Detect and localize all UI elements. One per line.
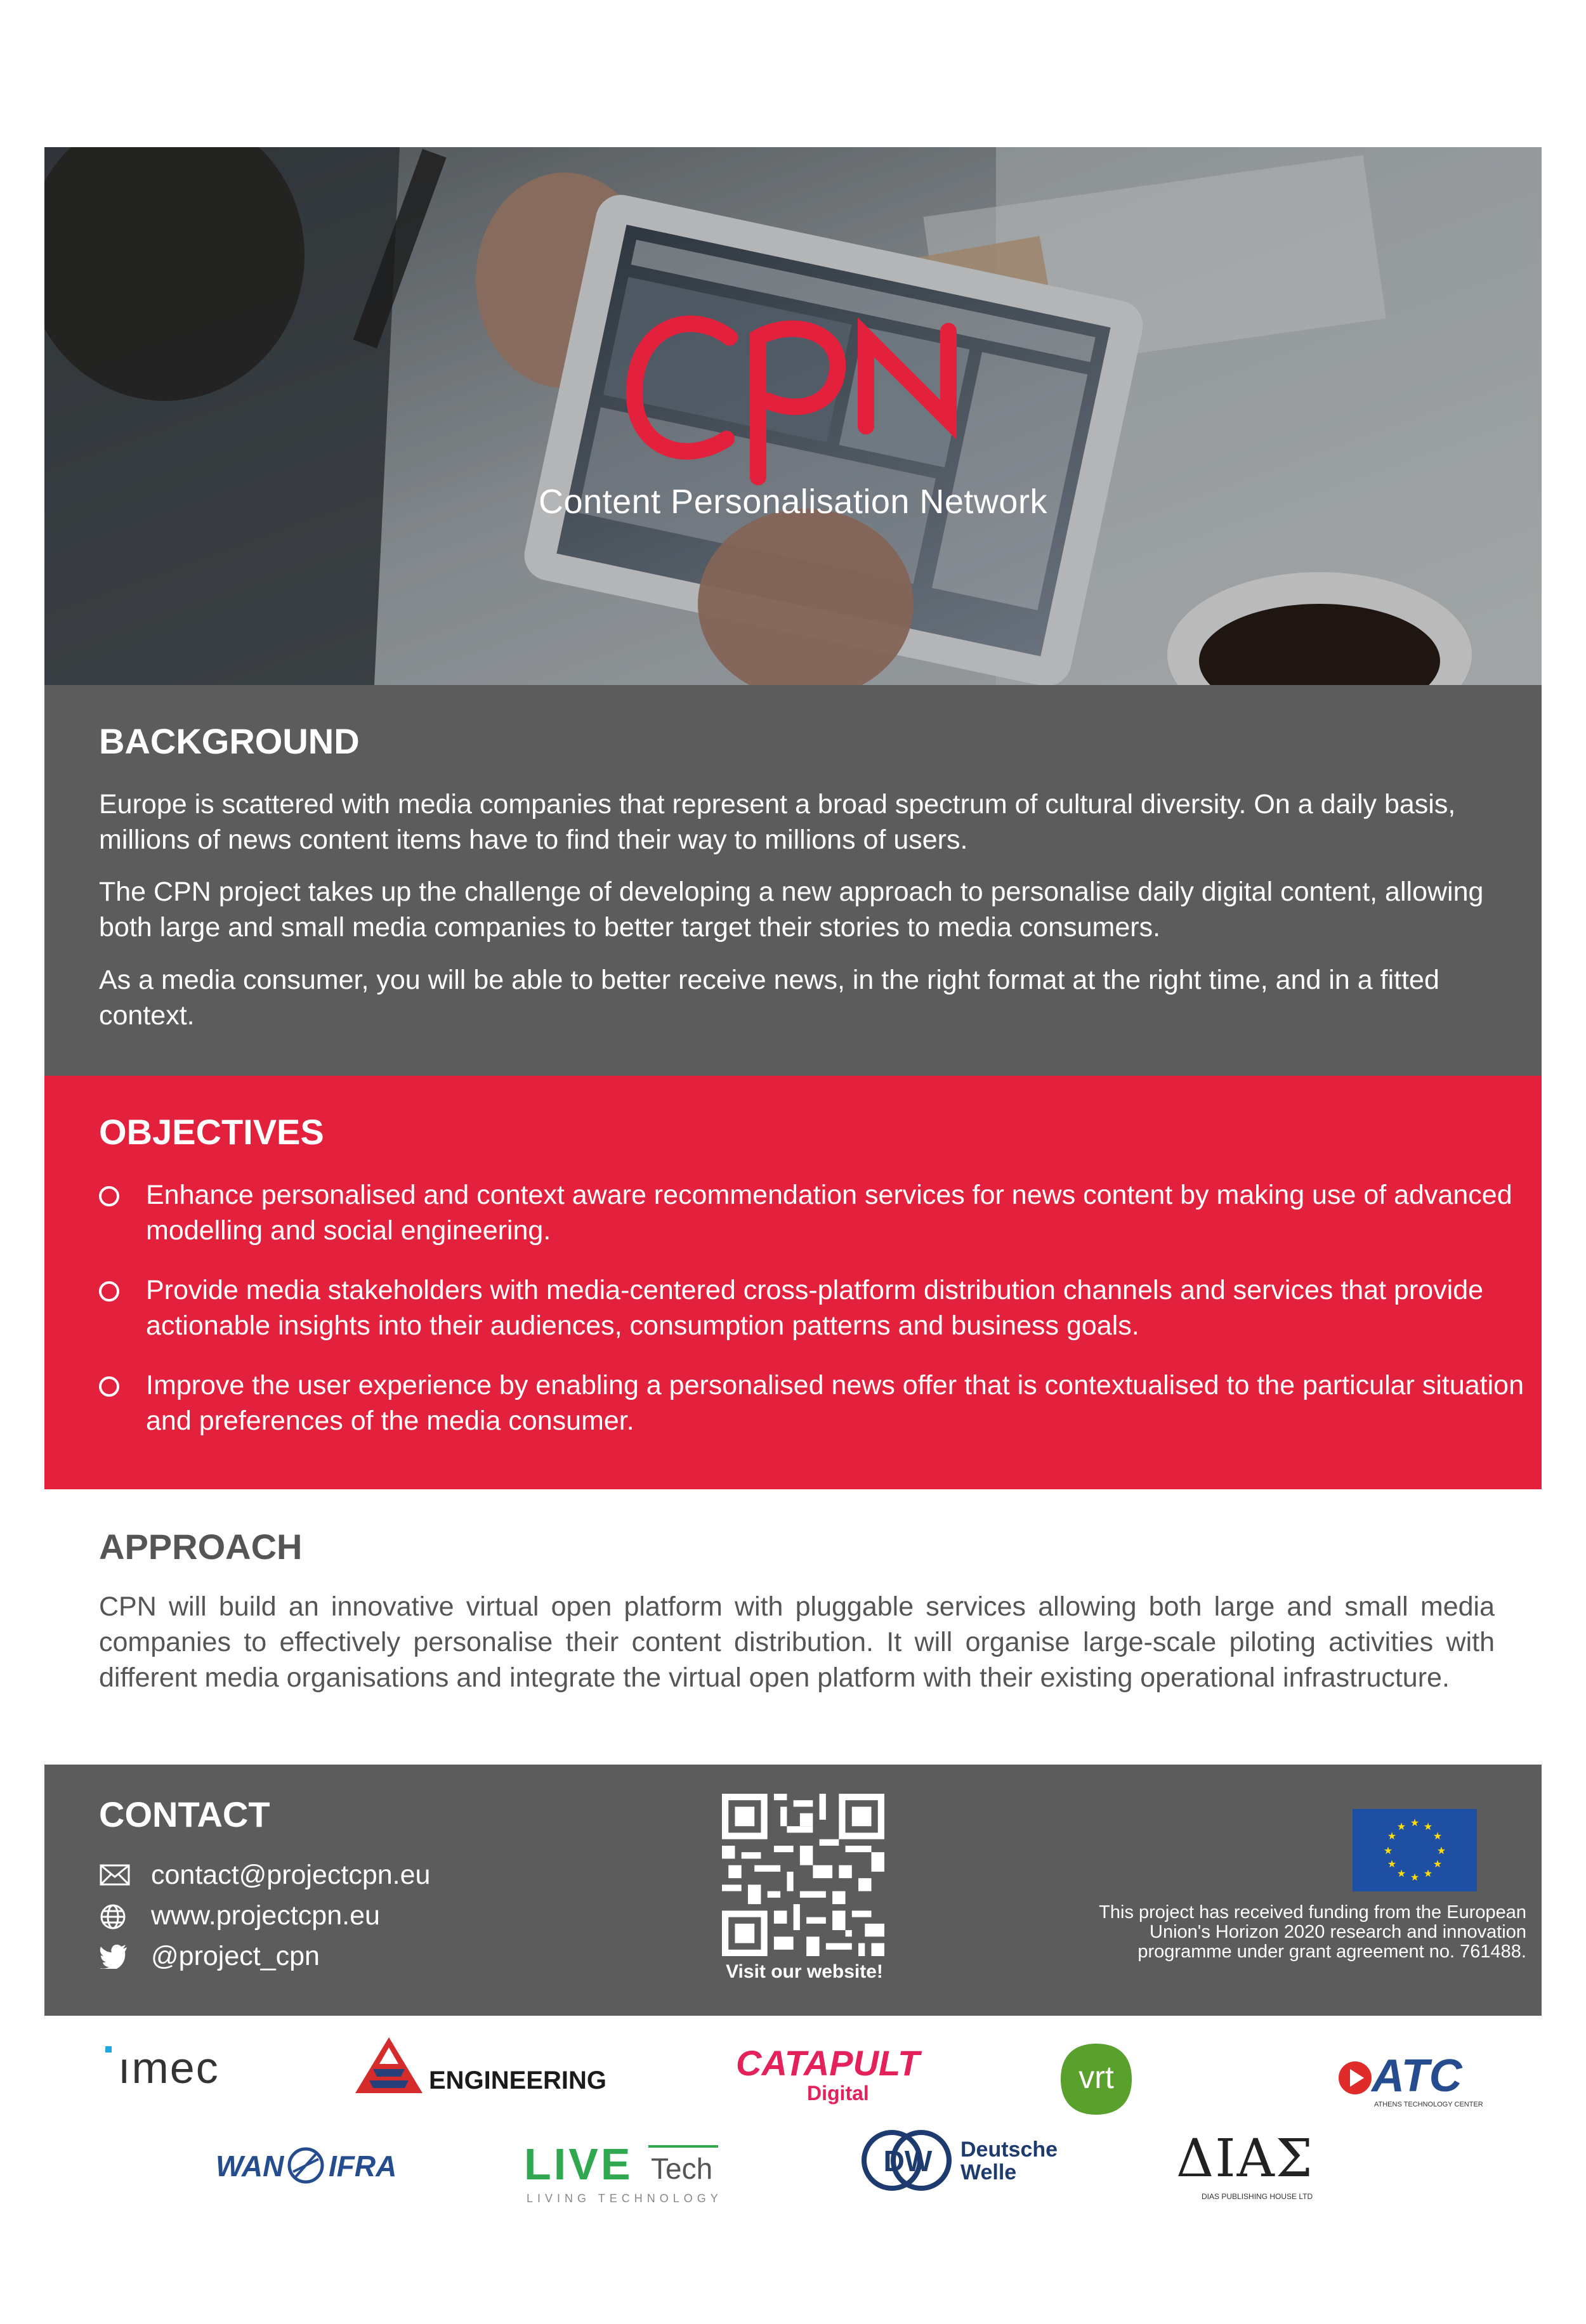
envelope-icon [99,1862,131,1888]
contact-heading: CONTACT [99,1794,270,1834]
svg-text:★: ★ [1432,1830,1443,1842]
svg-text:★: ★ [1387,1858,1397,1870]
approach-heading: APPROACH [99,1527,303,1567]
background-paragraph: As a media consumer, you will be able to better receive news, in the right format at the right time, and in a fitted context. [99,965,1439,1031]
atc-sub: ATHENS TECHNOLOGY CENTER [1374,2101,1483,2108]
svg-text:★: ★ [1423,1820,1433,1832]
vrt-name: vrt [1078,2060,1114,2095]
objectives-section [44,1076,1542,1489]
live-name: LIVE [524,2139,633,2189]
circle-bullet-icon [99,1281,119,1302]
deutsche-welle-logo [860,2129,1070,2198]
dw-initials: DW [883,2144,933,2177]
dw-name-1: Deutsche [960,2138,1058,2162]
engineering-mark-icon [354,2036,424,2094]
background-paragraph: Europe is scattered with media companies that represent a broad spectrum of cultural diversity. On a daily basis, millions of news content items have to find their way to millions of users. [99,789,1456,855]
svg-text:★: ★ [1436,1844,1446,1857]
eu-flag-icon [1353,1809,1477,1891]
hero-banner [44,147,1542,685]
objective-text: Provide media stakeholders with media-centered cross-platform distribution channels and services that provide actionable insights into their audiences, consumption patterns and business goals. [146,1275,1484,1341]
svg-text:★: ★ [1396,1867,1406,1879]
engineering-name: ENGINEERING [429,2066,607,2094]
vrt-logo [1058,2041,1134,2117]
tech-name: Tech [651,2152,713,2185]
svg-text:★: ★ [1396,1820,1406,1832]
contact-twitter[interactable]: @project_cpn [151,1941,320,1971]
background-section [44,685,1542,1076]
engineering-logo [354,2036,620,2106]
dw-name-2: Welle [960,2160,1017,2184]
svg-text:★: ★ [1383,1844,1393,1857]
background-heading: BACKGROUND [99,721,360,761]
svg-text:★: ★ [1432,1858,1443,1870]
wan-ifra-logo [216,2144,406,2195]
livetech-logo [524,2139,721,2209]
approach-text: CPN will build an innovative virtual open platform with pluggable services allowing both large and small media companies to effectively personalise their content distribution. It will organise large-scale piloting activities with different media organisations and integrate the virtual open platform with their existing operational infrastructure. [99,1591,1495,1693]
svg-text:★: ★ [1410,1871,1420,1883]
hero-subtitle: Content Personalisation Network [539,483,1047,521]
svg-text:★: ★ [1410,1817,1420,1829]
wan-ifra-globe-icon [287,2146,325,2184]
imec-name: ımec [118,2043,220,2092]
svg-text:★: ★ [1423,1867,1433,1879]
svg-text:★: ★ [1387,1830,1397,1842]
funding-line: This project has received funding from the European [1099,1902,1526,1923]
objective-text: Improve the user experience by enabling a personalised news offer that is contextualised to the particular situation and preferences of the media consumer. [146,1370,1524,1436]
qr-caption: Visit our website! [726,1961,883,1982]
objectives-heading: OBJECTIVES [99,1112,324,1152]
catapult-logo [736,2042,920,2112]
atc-play-icon [1336,2059,1374,2097]
globe-icon [99,1903,127,1931]
dias-name: ΔΙΑΣ [1176,2129,1314,2189]
twitter-icon [99,1943,128,1969]
circle-bullet-icon [99,1186,119,1206]
dias-sub: DIAS PUBLISHING HOUSE LTD [1202,2192,1313,2201]
contact-section [44,1765,1542,2016]
wan-name: WAN [216,2150,284,2183]
contact-website[interactable]: www.projectcpn.eu [151,1900,380,1931]
livetech-rule [648,2145,718,2148]
catapult-name: CATAPULT [736,2043,920,2083]
atc-logo [1336,2047,1483,2111]
funding-notice [971,1903,1526,1962]
funding-line: programme under grant agreement no. 761488. [1137,1942,1526,1962]
ifra-name: IFRA [329,2150,397,2183]
circle-bullet-icon [99,1376,119,1397]
dias-logo [1176,2129,1328,2205]
funding-line: Union's Horizon 2020 research and innovation [1150,1922,1526,1942]
catapult-sub: Digital [807,2082,869,2105]
atc-name: ATC [1372,2051,1462,2101]
imec-logo [105,2042,245,2099]
qr-code[interactable] [722,1794,884,1956]
hero-photo [44,147,1542,685]
contact-email[interactable]: contact@projectcpn.eu [151,1860,431,1890]
livetech-sub: LIVING TECHNOLOGY [527,2192,723,2205]
objective-text: Enhance personalised and context aware recommendation services for news content by making use of advanced modelling and social engineering. [146,1180,1512,1246]
background-paragraph: The CPN project takes up the challenge of developing a new approach to personalise daily digital content, allowing both large and small media companies to better target their stories to media consumers. [99,877,1484,943]
imec-dot-icon [105,2046,112,2053]
